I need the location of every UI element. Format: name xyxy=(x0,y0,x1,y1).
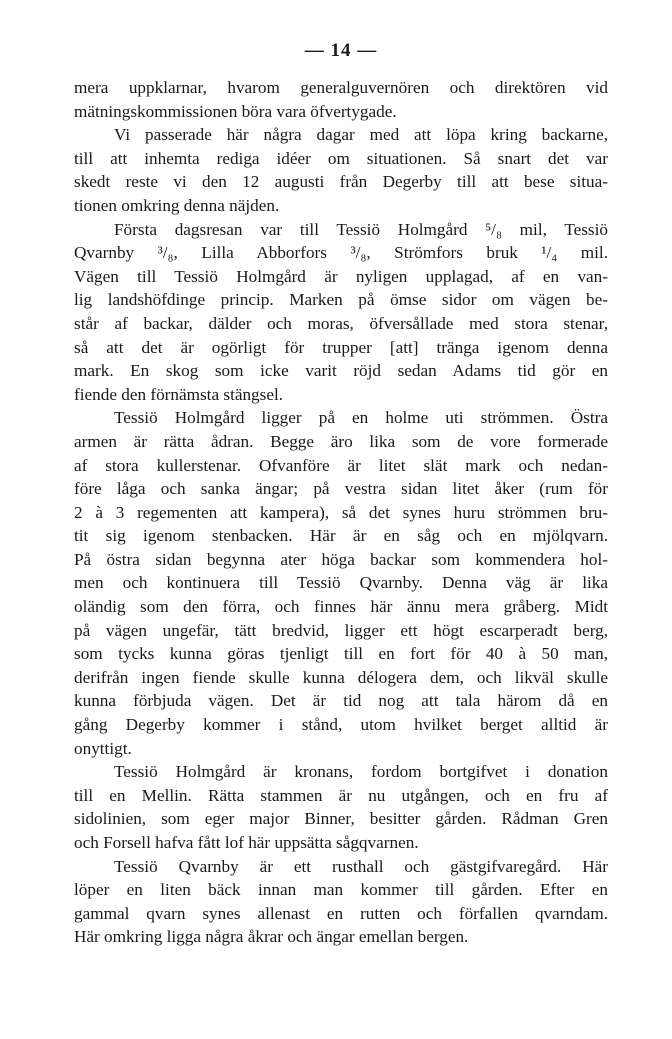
text-line: Här omkring ligga några åkrar och ängar emellan bergen. xyxy=(74,927,469,947)
page-number: — 14 — xyxy=(304,40,378,61)
text-line: af stora kullerstenar. Ofvanföre är litet slät mark och nedan- xyxy=(74,455,608,475)
paragraph xyxy=(74,760,608,854)
text-line: oländig som den förra, och finnes här ännu mera gråberg. Midt xyxy=(74,597,608,617)
paragraph xyxy=(74,218,608,407)
text-line: sidolinien, som eger major Binner, besitter gården. Rådman Gren xyxy=(74,809,608,829)
text-line: men och kontinuera till Tessiö Qvarnby. Denna väg är lika xyxy=(74,573,608,593)
paragraph xyxy=(74,406,608,760)
text-line: Tessiö Holmgård är kronans, fordom bortgifvet i donation xyxy=(114,762,608,782)
text-line: löper en liten bäck innan man kommer till gården. Efter en xyxy=(74,880,608,900)
text-line: Vägen till Tessiö Holmgård är nyligen upplagad, af en van- xyxy=(74,266,608,286)
text-line: gammal qvarn synes allenast en rutten och förfallen qvarndam. xyxy=(74,903,608,923)
text-line: står af backar, dälder och moras, öfversållade med stora stenar, xyxy=(74,313,608,333)
paragraph xyxy=(74,855,608,949)
text-line: Tessiö Qvarnby är ett rusthall och gästgifvaregård. Här xyxy=(114,856,608,876)
text-line: Första dagsresan var till Tessiö Holmgård ⁵/₈ mil, Tessiö xyxy=(114,219,608,239)
text-line: armen är rätta ådran. Begge äro lika som de vore formerade xyxy=(74,431,608,451)
document-page xyxy=(74,40,608,949)
text-line: mark. En skog som icke varit röjd sedan Adams tid gör en xyxy=(74,361,608,381)
text-line: skedt reste vi den 12 augusti från Degerby till att bese situa- xyxy=(74,172,608,192)
text-line: lig landshöfdinge princip. Marken på ömse sidor om vägen be- xyxy=(74,290,608,310)
text-line: och Forsell hafva fått lof här uppsätta sågqvarnen. xyxy=(74,833,419,852)
text-line: På östra sidan begynna ater höga backar som kommendera hol- xyxy=(74,549,608,569)
text-line: så att det är ogörligt för trupper [att] tränga igenom denna xyxy=(74,337,608,357)
text-line: på vägen ungefär, tätt bredvid, ligger ett högt escarperadt berg, xyxy=(74,620,608,640)
text-line: som tycks kunna göras tjenligt till en fort för 40 à 50 man, xyxy=(74,644,608,664)
text-line: derifrån ingen fiende skulle kunna délogera dem, och likväl skulle xyxy=(74,667,608,687)
text-line: mera uppklarnar, hvarom generalguvernören och direktören vid xyxy=(74,78,608,97)
text-line: tit sig igenom stenbacken. Här är en såg och en mjölqvarn. xyxy=(74,526,608,546)
text-line: till att inhemta rediga idéer om situationen. Så snart det var xyxy=(74,148,608,168)
text-line: Qvarnby ³/₈, Lilla Abborfors ³/₈, Strömfors bruk ¹/₄ mil. xyxy=(74,243,608,263)
text-line: tionen omkring denna näjden. xyxy=(74,195,280,215)
text-line: kunna förbjuda vägen. Det är tid nog att tala härom då en xyxy=(74,691,608,711)
text-line: till en Mellin. Rätta stammen är nu utgången, och en fru af xyxy=(74,785,608,805)
text-line: onyttigt. xyxy=(74,738,132,758)
text-line: 2 à 3 regementen att kampera), så det synes huru strömmen bru- xyxy=(74,502,608,522)
text-line: gång Degerby kommer i stånd, utom hvilket berget alltid är xyxy=(74,715,608,735)
paragraph xyxy=(74,123,608,217)
text-line: fiende den förnämsta stängsel. xyxy=(74,384,284,404)
paragraph xyxy=(74,76,608,123)
text-line: Vi passerade här några dagar med att löpa kring backarne, xyxy=(114,125,608,145)
text-body xyxy=(74,76,608,949)
text-line: före låga och sanka ängar; på vestra sidan litet åker (rum för xyxy=(74,479,608,499)
text-line: mätningskommissionen böra vara öfvertygade. xyxy=(74,101,397,121)
text-line: Tessiö Holmgård ligger på en holme uti strömmen. Östra xyxy=(114,408,608,428)
